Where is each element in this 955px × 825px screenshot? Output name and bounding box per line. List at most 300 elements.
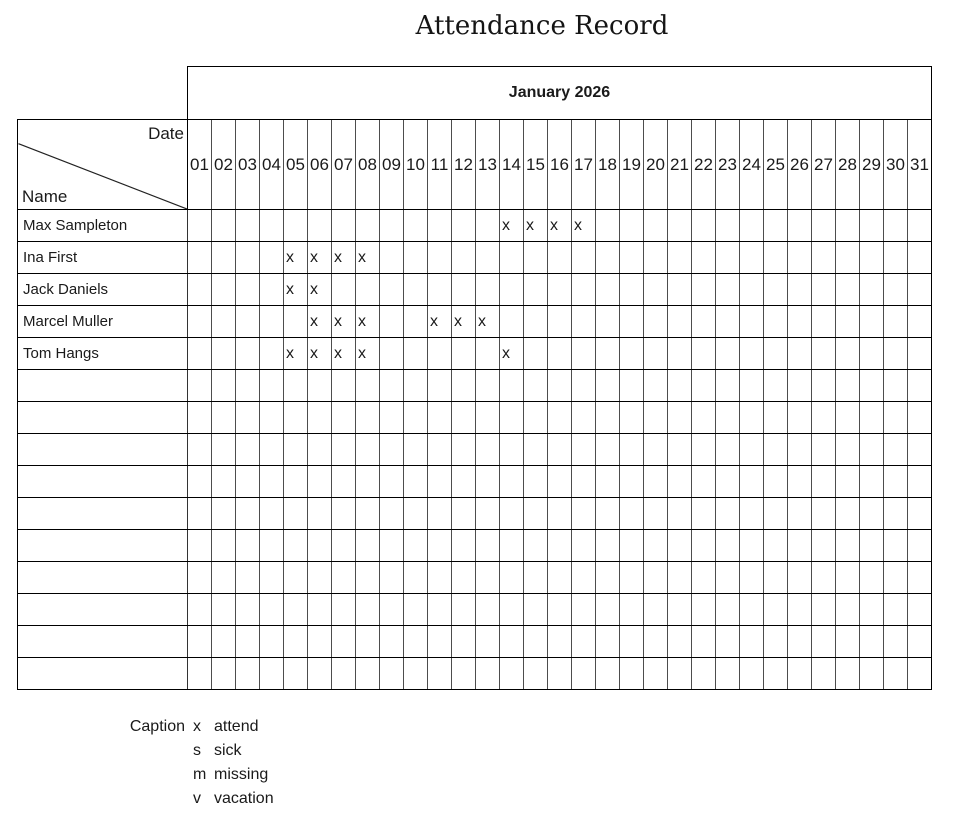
- attendance-cell-day-15: [524, 434, 548, 466]
- attendance-cell-day-17: [572, 498, 596, 530]
- attendance-row-6: [18, 370, 932, 402]
- attendance-cell-day-07: [332, 466, 356, 498]
- day-header-25: 25: [764, 120, 788, 210]
- attendance-cell-day-02: [212, 434, 236, 466]
- day-header-17: 17: [572, 120, 596, 210]
- attendance-cell-day-17: [572, 626, 596, 658]
- name-cell: [18, 658, 188, 690]
- name-cell: [18, 466, 188, 498]
- attendance-cell-day-23: [716, 530, 740, 562]
- attendance-cell-day-21: [668, 530, 692, 562]
- attendance-cell-day-26: [788, 594, 812, 626]
- attendance-cell-day-11: [428, 466, 452, 498]
- attendance-cell-day-31: [908, 626, 932, 658]
- attendance-cell-day-08: [356, 530, 380, 562]
- attendance-cell-day-04: [260, 242, 284, 274]
- attendance-cell-day-15: [524, 466, 548, 498]
- attendance-cell-day-08: [356, 562, 380, 594]
- attendance-cell-day-26: [788, 210, 812, 242]
- attendance-cell-day-25: [764, 402, 788, 434]
- attendance-cell-day-27: [812, 210, 836, 242]
- attendance-cell-day-07: x: [332, 306, 356, 338]
- name-cell: Tom Hangs: [18, 338, 188, 370]
- attendance-cell-day-27: [812, 498, 836, 530]
- name-cell: [18, 370, 188, 402]
- attendance-cell-day-27: [812, 594, 836, 626]
- attendance-cell-day-09: [380, 274, 404, 306]
- attendance-cell-day-23: [716, 434, 740, 466]
- attendance-cell-day-22: [692, 466, 716, 498]
- attendance-cell-day-30: [884, 338, 908, 370]
- attendance-cell-day-11: [428, 370, 452, 402]
- attendance-cell-day-24: [740, 530, 764, 562]
- attendance-row-3: [18, 274, 932, 306]
- attendance-row-13: [18, 594, 932, 626]
- attendance-cell-day-08: [356, 370, 380, 402]
- attendance-row-7: [18, 402, 932, 434]
- attendance-row-11: [18, 530, 932, 562]
- attendance-cell-day-29: [860, 594, 884, 626]
- attendance-cell-day-18: [596, 658, 620, 690]
- attendance-cell-day-13: [476, 370, 500, 402]
- day-header-31: 31: [908, 120, 932, 210]
- attendance-cell-day-24: [740, 306, 764, 338]
- attendance-cell-day-23: [716, 274, 740, 306]
- attendance-cell-day-23: [716, 658, 740, 690]
- legend-symbol: v: [193, 790, 201, 807]
- attendance-cell-day-26: [788, 306, 812, 338]
- attendance-cell-day-05: x: [284, 242, 308, 274]
- attendance-cell-day-02: [212, 626, 236, 658]
- attendance-cell-day-24: [740, 466, 764, 498]
- attendance-cell-day-05: x: [284, 338, 308, 370]
- attendance-cell-day-28: [836, 626, 860, 658]
- attendance-cell-day-14: [500, 402, 524, 434]
- attendance-cell-day-21: [668, 370, 692, 402]
- attendance-cell-day-28: [836, 370, 860, 402]
- day-header-07: 07: [332, 120, 356, 210]
- attendance-cell-day-23: [716, 498, 740, 530]
- attendance-cell-day-30: [884, 402, 908, 434]
- attendance-cell-day-29: [860, 210, 884, 242]
- attendance-cell-day-18: [596, 306, 620, 338]
- attendance-cell-day-16: [548, 370, 572, 402]
- attendance-cell-day-22: [692, 434, 716, 466]
- attendance-cell-day-22: [692, 530, 716, 562]
- attendance-cell-day-10: [404, 594, 428, 626]
- attendance-cell-day-20: [644, 626, 668, 658]
- attendance-cell-day-09: [380, 210, 404, 242]
- attendance-cell-day-02: [212, 594, 236, 626]
- attendance-table: [17, 66, 932, 690]
- attendance-cell-day-30: [884, 274, 908, 306]
- attendance-cell-day-12: [452, 498, 476, 530]
- attendance-cell-day-10: [404, 466, 428, 498]
- attendance-cell-day-31: [908, 210, 932, 242]
- attendance-cell-day-08: [356, 466, 380, 498]
- attendance-cell-day-31: [908, 402, 932, 434]
- attendance-cell-day-17: [572, 242, 596, 274]
- attendance-cell-day-10: [404, 242, 428, 274]
- attendance-cell-day-03: [236, 466, 260, 498]
- attendance-cell-day-05: [284, 498, 308, 530]
- attendance-cell-day-01: [188, 594, 212, 626]
- attendance-cell-day-01: [188, 402, 212, 434]
- attendance-cell-day-28: [836, 274, 860, 306]
- attendance-cell-day-17: [572, 402, 596, 434]
- attendance-cell-day-21: [668, 498, 692, 530]
- attendance-cell-day-22: [692, 594, 716, 626]
- attendance-cell-day-13: [476, 242, 500, 274]
- attendance-cell-day-07: [332, 402, 356, 434]
- attendance-cell-day-01: [188, 338, 212, 370]
- attendance-cell-day-21: [668, 562, 692, 594]
- attendance-cell-day-03: [236, 626, 260, 658]
- attendance-cell-day-11: [428, 530, 452, 562]
- attendance-row-8: [18, 434, 932, 466]
- attendance-cell-day-23: [716, 626, 740, 658]
- attendance-cell-day-16: x: [548, 210, 572, 242]
- attendance-cell-day-20: [644, 370, 668, 402]
- attendance-cell-day-03: [236, 338, 260, 370]
- attendance-cell-day-02: [212, 466, 236, 498]
- attendance-cell-day-11: [428, 498, 452, 530]
- attendance-row-4: [18, 306, 932, 338]
- attendance-cell-day-04: [260, 530, 284, 562]
- attendance-row-5: [18, 338, 932, 370]
- attendance-cell-day-03: [236, 306, 260, 338]
- attendance-cell-day-23: [716, 466, 740, 498]
- attendance-cell-day-30: [884, 498, 908, 530]
- day-header-09: 09: [380, 120, 404, 210]
- attendance-cell-day-29: [860, 274, 884, 306]
- attendance-cell-day-04: [260, 274, 284, 306]
- attendance-cell-day-15: [524, 594, 548, 626]
- attendance-cell-day-30: [884, 210, 908, 242]
- attendance-cell-day-30: [884, 562, 908, 594]
- attendance-cell-day-20: [644, 658, 668, 690]
- attendance-cell-day-21: [668, 338, 692, 370]
- attendance-cell-day-22: [692, 402, 716, 434]
- day-header-02: 02: [212, 120, 236, 210]
- caption-legend: [17, 715, 274, 811]
- attendance-cell-day-07: [332, 434, 356, 466]
- attendance-cell-day-20: [644, 306, 668, 338]
- attendance-cell-day-07: x: [332, 338, 356, 370]
- attendance-cell-day-28: [836, 466, 860, 498]
- attendance-cell-day-01: [188, 498, 212, 530]
- attendance-cell-day-10: [404, 530, 428, 562]
- attendance-cell-day-08: x: [356, 306, 380, 338]
- attendance-cell-day-31: [908, 594, 932, 626]
- attendance-cell-day-08: [356, 434, 380, 466]
- attendance-cell-day-29: [860, 434, 884, 466]
- attendance-cell-day-05: [284, 626, 308, 658]
- attendance-cell-day-06: x: [308, 338, 332, 370]
- attendance-cell-day-29: [860, 338, 884, 370]
- attendance-cell-day-22: [692, 242, 716, 274]
- attendance-row-15: [18, 658, 932, 690]
- attendance-cell-day-19: [620, 658, 644, 690]
- attendance-cell-day-21: [668, 242, 692, 274]
- attendance-cell-day-14: [500, 466, 524, 498]
- attendance-cell-day-02: [212, 306, 236, 338]
- attendance-cell-day-30: [884, 434, 908, 466]
- attendance-cell-day-24: [740, 210, 764, 242]
- attendance-cell-day-14: [500, 658, 524, 690]
- attendance-cell-day-22: [692, 210, 716, 242]
- attendance-cell-day-16: [548, 306, 572, 338]
- attendance-cell-day-29: [860, 626, 884, 658]
- attendance-cell-day-11: [428, 402, 452, 434]
- attendance-cell-day-13: [476, 498, 500, 530]
- attendance-cell-day-26: [788, 242, 812, 274]
- attendance-cell-day-28: [836, 498, 860, 530]
- attendance-cell-day-01: [188, 434, 212, 466]
- attendance-cell-day-01: [188, 242, 212, 274]
- attendance-cell-day-04: [260, 434, 284, 466]
- attendance-cell-day-10: [404, 626, 428, 658]
- attendance-cell-day-17: [572, 274, 596, 306]
- attendance-cell-day-05: [284, 434, 308, 466]
- attendance-cell-day-04: [260, 338, 284, 370]
- attendance-cell-day-30: [884, 530, 908, 562]
- attendance-cell-day-27: [812, 562, 836, 594]
- attendance-cell-day-13: [476, 434, 500, 466]
- attendance-cell-day-09: [380, 402, 404, 434]
- day-header-29: 29: [860, 120, 884, 210]
- attendance-cell-day-19: [620, 562, 644, 594]
- attendance-cell-day-16: [548, 402, 572, 434]
- attendance-cell-day-18: [596, 530, 620, 562]
- attendance-cell-day-19: [620, 370, 644, 402]
- corner-name-label: Name: [22, 187, 68, 206]
- attendance-cell-day-03: [236, 210, 260, 242]
- attendance-cell-day-01: [188, 306, 212, 338]
- attendance-cell-day-10: [404, 402, 428, 434]
- attendance-cell-day-29: [860, 306, 884, 338]
- attendance-cell-day-25: [764, 210, 788, 242]
- month-header-row: [18, 67, 932, 120]
- attendance-cell-day-13: [476, 658, 500, 690]
- attendance-cell-day-05: [284, 530, 308, 562]
- attendance-cell-day-06: [308, 434, 332, 466]
- legend-line-x: [17, 715, 274, 739]
- day-header-06: 06: [308, 120, 332, 210]
- name-cell: Max Sampleton: [18, 210, 188, 242]
- attendance-cell-day-25: [764, 242, 788, 274]
- legend-meaning: missing: [214, 766, 269, 783]
- attendance-cell-day-24: [740, 274, 764, 306]
- attendance-cell-day-13: [476, 594, 500, 626]
- attendance-cell-day-16: [548, 626, 572, 658]
- day-header-03: 03: [236, 120, 260, 210]
- attendance-cell-day-10: [404, 338, 428, 370]
- attendance-cell-day-25: [764, 370, 788, 402]
- attendance-cell-day-10: [404, 498, 428, 530]
- attendance-cell-day-04: [260, 402, 284, 434]
- attendance-cell-day-08: [356, 210, 380, 242]
- attendance-cell-day-07: [332, 658, 356, 690]
- attendance-cell-day-26: [788, 402, 812, 434]
- attendance-cell-day-06: [308, 370, 332, 402]
- attendance-cell-day-28: [836, 210, 860, 242]
- day-header-24: 24: [740, 120, 764, 210]
- attendance-cell-day-16: [548, 242, 572, 274]
- attendance-cell-day-29: [860, 530, 884, 562]
- attendance-cell-day-14: [500, 274, 524, 306]
- attendance-cell-day-31: [908, 466, 932, 498]
- attendance-cell-day-17: x: [572, 210, 596, 242]
- attendance-cell-day-26: [788, 626, 812, 658]
- day-header-30: 30: [884, 120, 908, 210]
- attendance-cell-day-23: [716, 242, 740, 274]
- attendance-cell-day-14: [500, 626, 524, 658]
- attendance-cell-day-09: [380, 626, 404, 658]
- attendance-cell-day-25: [764, 562, 788, 594]
- attendance-cell-day-19: [620, 434, 644, 466]
- attendance-cell-day-25: [764, 658, 788, 690]
- attendance-cell-day-28: [836, 594, 860, 626]
- attendance-cell-day-15: [524, 402, 548, 434]
- attendance-cell-day-18: [596, 434, 620, 466]
- attendance-cell-day-11: [428, 242, 452, 274]
- attendance-cell-day-31: [908, 562, 932, 594]
- attendance-cell-day-15: [524, 658, 548, 690]
- attendance-cell-day-15: [524, 530, 548, 562]
- attendance-cell-day-16: [548, 594, 572, 626]
- name-cell: [18, 530, 188, 562]
- attendance-cell-day-08: [356, 402, 380, 434]
- attendance-cell-day-27: [812, 306, 836, 338]
- attendance-cell-day-07: [332, 530, 356, 562]
- attendance-cell-day-15: x: [524, 210, 548, 242]
- legend-meaning: attend: [214, 718, 259, 735]
- attendance-cell-day-20: [644, 274, 668, 306]
- attendance-cell-day-24: [740, 434, 764, 466]
- attendance-cell-day-05: [284, 594, 308, 626]
- attendance-cell-day-07: [332, 498, 356, 530]
- attendance-cell-day-21: [668, 626, 692, 658]
- attendance-cell-day-26: [788, 658, 812, 690]
- attendance-cell-day-25: [764, 274, 788, 306]
- attendance-cell-day-09: [380, 338, 404, 370]
- attendance-cell-day-08: [356, 498, 380, 530]
- attendance-cell-day-31: [908, 434, 932, 466]
- attendance-cell-day-09: [380, 658, 404, 690]
- attendance-row-9: [18, 466, 932, 498]
- attendance-cell-day-23: [716, 210, 740, 242]
- attendance-cell-day-18: [596, 210, 620, 242]
- attendance-cell-day-06: [308, 402, 332, 434]
- name-cell: [18, 594, 188, 626]
- attendance-cell-day-14: [500, 434, 524, 466]
- attendance-cell-day-20: [644, 242, 668, 274]
- attendance-cell-day-13: [476, 466, 500, 498]
- spacer-cell: [18, 67, 188, 120]
- attendance-cell-day-09: [380, 498, 404, 530]
- legend-symbol: s: [193, 742, 201, 759]
- attendance-cell-day-24: [740, 626, 764, 658]
- legend-symbol: x: [193, 718, 201, 735]
- attendance-cell-day-02: [212, 210, 236, 242]
- month-header-cell: January 2026: [188, 67, 932, 120]
- attendance-cell-day-21: [668, 658, 692, 690]
- attendance-cell-day-27: [812, 626, 836, 658]
- attendance-cell-day-21: [668, 402, 692, 434]
- attendance-cell-day-24: [740, 498, 764, 530]
- attendance-cell-day-04: [260, 658, 284, 690]
- attendance-cell-day-12: [452, 242, 476, 274]
- attendance-cell-day-11: [428, 434, 452, 466]
- attendance-cell-day-30: [884, 242, 908, 274]
- attendance-cell-day-26: [788, 434, 812, 466]
- name-cell: [18, 434, 188, 466]
- attendance-cell-day-17: [572, 466, 596, 498]
- attendance-cell-day-28: [836, 530, 860, 562]
- day-header-14: 14: [500, 120, 524, 210]
- attendance-cell-day-17: [572, 306, 596, 338]
- attendance-cell-day-04: [260, 498, 284, 530]
- attendance-cell-day-26: [788, 530, 812, 562]
- attendance-cell-day-10: [404, 562, 428, 594]
- attendance-cell-day-17: [572, 658, 596, 690]
- attendance-cell-day-07: x: [332, 242, 356, 274]
- attendance-cell-day-24: [740, 338, 764, 370]
- attendance-cell-day-28: [836, 306, 860, 338]
- attendance-cell-day-11: [428, 210, 452, 242]
- attendance-cell-day-16: [548, 434, 572, 466]
- attendance-cell-day-09: [380, 594, 404, 626]
- attendance-cell-day-19: [620, 274, 644, 306]
- attendance-cell-day-26: [788, 466, 812, 498]
- attendance-cell-day-05: [284, 210, 308, 242]
- attendance-cell-day-07: [332, 370, 356, 402]
- legend-line-s: [17, 739, 274, 763]
- attendance-cell-day-29: [860, 402, 884, 434]
- attendance-cell-day-05: [284, 370, 308, 402]
- attendance-cell-day-23: [716, 306, 740, 338]
- attendance-cell-day-06: x: [308, 274, 332, 306]
- attendance-cell-day-06: x: [308, 242, 332, 274]
- attendance-cell-day-23: [716, 562, 740, 594]
- day-header-23: 23: [716, 120, 740, 210]
- attendance-cell-day-11: x: [428, 306, 452, 338]
- attendance-cell-day-28: [836, 242, 860, 274]
- attendance-cell-day-18: [596, 594, 620, 626]
- attendance-cell-day-22: [692, 626, 716, 658]
- day-header-16: 16: [548, 120, 572, 210]
- attendance-cell-day-02: [212, 370, 236, 402]
- attendance-cell-day-28: [836, 338, 860, 370]
- attendance-cell-day-01: [188, 626, 212, 658]
- attendance-cell-day-23: [716, 594, 740, 626]
- attendance-cell-day-02: [212, 402, 236, 434]
- attendance-cell-day-26: [788, 498, 812, 530]
- attendance-cell-day-19: [620, 626, 644, 658]
- legend-meaning: sick: [214, 742, 242, 759]
- attendance-cell-day-21: [668, 434, 692, 466]
- attendance-cell-day-03: [236, 370, 260, 402]
- attendance-cell-day-13: [476, 562, 500, 594]
- attendance-cell-day-03: [236, 242, 260, 274]
- attendance-cell-day-29: [860, 658, 884, 690]
- attendance-cell-day-14: [500, 370, 524, 402]
- attendance-cell-day-15: [524, 626, 548, 658]
- attendance-cell-day-18: [596, 498, 620, 530]
- attendance-cell-day-21: [668, 466, 692, 498]
- attendance-cell-day-07: [332, 626, 356, 658]
